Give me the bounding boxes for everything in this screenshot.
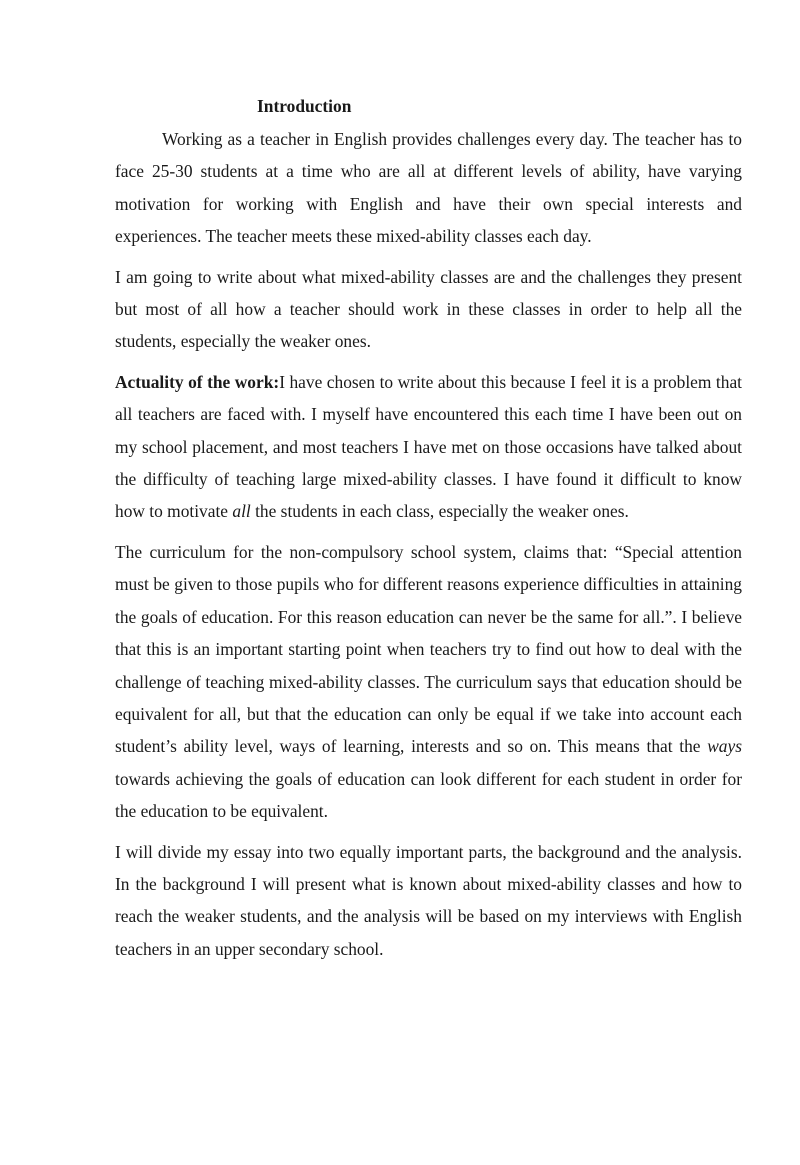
actuality-label: Actuality of the work: [115,371,280,392]
paragraph-actuality [115,366,742,528]
paragraph-structure: I will divide my essay into two equally important parts, the background and the analysis. In the background I will present what is known about mixed-ability classes and how to reach the weaker students, and the analysis will be based on my interviews with English teachers in an upper secondary school. [115,841,742,959]
actuality-emphasis: all [232,501,251,522]
section-heading: Introduction [257,96,352,116]
paragraph-curriculum [115,536,742,828]
paragraph-purpose: I am going to write about what mixed-ability classes are and the challenges they present but most of all how a teacher should work in these classes in order to help all the students, especially the weaker ones. [115,266,742,352]
document-body [115,92,742,973]
paragraph-intro: Working as a teacher in English provides challenges every day. The teacher has to face 25-30 students at a time who are all at different levels of ability, have varying motivation for working with English and have their own special interests and experiences. The teacher meets these mixed-ability classes each day. [115,129,742,247]
actuality-text-b: the students in each class, especially the weaker ones. [250,501,629,522]
curriculum-emphasis: ways [707,736,742,757]
actuality-text-a: I have chosen to write about this because I feel it is a problem that all teachers are faced with. I myself have encountered this each time I have been out on my school placement, and most teachers I have met on those occasions have talked about the difficulty of teaching large mixed-ability classes. I have found it difficult to know how to motivate [115,371,742,522]
curriculum-text-b: towards achieving the goals of education can look different for each student in order for the education to be equivalent. [115,768,742,822]
curriculum-text-a: The curriculum for the non-compulsory school system, claims that: “Special attention must be given to those pupils who for different reasons experience difficulties in attaining the goals of education. For this reason education can never be the same for all.”. I believe that this is an important starting point when teachers try to find out how to deal with the challenge of teaching mixed-ability classes. The curriculum says that education should be equivalent for all, but that the education can only be equal if we take into account each student’s ability level, ways of learning, interests and so on. This means that the [115,541,742,757]
